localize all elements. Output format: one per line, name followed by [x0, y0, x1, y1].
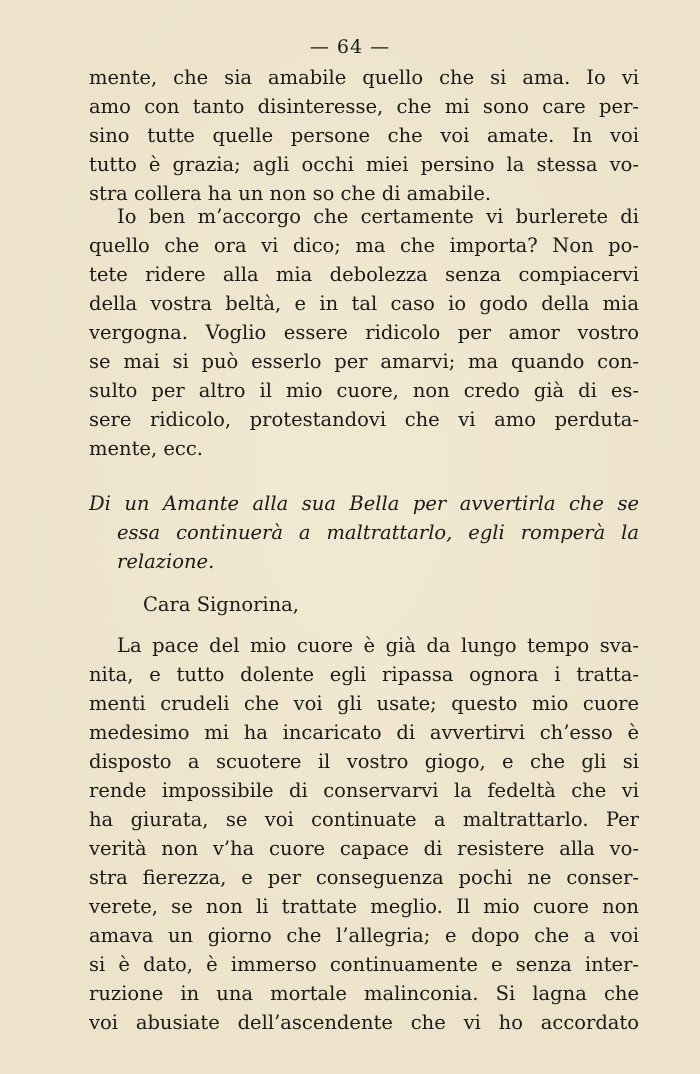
letter-heading: [89, 489, 639, 576]
page-number: — 64 —: [309, 36, 391, 58]
text-line: Io ben m’accorgo che certamente vi burlerete di: [117, 205, 639, 228]
text-line: ha giurata, se voi continuate a maltrattarlo. Per: [89, 808, 639, 831]
text-line: si è dato, è immerso continuamente e senza inter-: [89, 953, 639, 976]
heading-line: Di un Amante alla sua Bella per avvertirla che se: [89, 492, 639, 515]
text-line: quello che ora vi dico; ma che importa? Non po-: [89, 234, 639, 257]
text-line: vergogna. Voglio essere ridicolo per amor vostro: [89, 321, 639, 344]
text-line: La pace del mio cuore è già da lungo tempo sva-: [117, 634, 639, 657]
text-line: nita, e tutto dolente egli ripassa ognora i tratta-: [89, 663, 639, 686]
text-line: della vostra beltà, e in tal caso io godo della mia: [89, 292, 639, 315]
text-line: stra collera ha un non so che di amabile.: [89, 182, 492, 205]
paragraph-3: [89, 631, 639, 1037]
text-line: rende impossibile di conservarvi la fedeltà che vi: [89, 779, 639, 802]
text-line: mente, ecc.: [89, 437, 203, 460]
text-line: sulto per altro il mio cuore, non credo già di es-: [89, 379, 639, 402]
text-line: menti crudeli che voi gli usate; questo mio cuore: [89, 692, 639, 715]
text-line: se mai si può esserlo per amarvi; ma quando con-: [89, 350, 639, 373]
heading-line: essa continuerà a maltrattarlo, egli romperà la: [117, 521, 639, 544]
text-line: sino tutte quelle persone che voi amate. In voi: [89, 124, 639, 147]
text-line: stra fierezza, e per conseguenza pochi ne conser-: [89, 866, 639, 889]
paragraph-2: [89, 202, 639, 463]
text-line: tete ridere alla mia debolezza senza compiacervi: [89, 263, 639, 286]
text-line: voi abusiate dell’ascendente che vi ho accordato: [89, 1011, 639, 1034]
text-line: medesimo mi ha incaricato di avvertirvi ch’esso è: [89, 721, 639, 744]
text-line: sere ridicolo, protestandovi che vi amo perduta-: [89, 408, 639, 431]
text-line: disposto a scuotere il vostro giogo, e che gli si: [89, 750, 639, 773]
text-line: tutto è grazia; agli occhi miei persino la stessa vo-: [89, 153, 639, 176]
text-line: mente, che sia amabile quello che si ama. Io vi: [89, 66, 639, 89]
text-line: amo con tanto disinteresse, che mi sono care per-: [89, 95, 639, 118]
heading-line: relazione.: [117, 550, 215, 573]
text-line: verità non v’ha cuore capace di resistere alla vo-: [89, 837, 639, 860]
text-line: ruzione in una mortale malinconia. Si lagna che: [89, 982, 639, 1005]
text-line: verete, se non li trattate meglio. Il mio cuore non: [89, 895, 639, 918]
paragraph-1: [89, 63, 639, 208]
text-line: amava un giorno che l’allegria; e dopo che a voi: [89, 924, 639, 947]
salutation: Cara Signorina,: [143, 593, 300, 616]
